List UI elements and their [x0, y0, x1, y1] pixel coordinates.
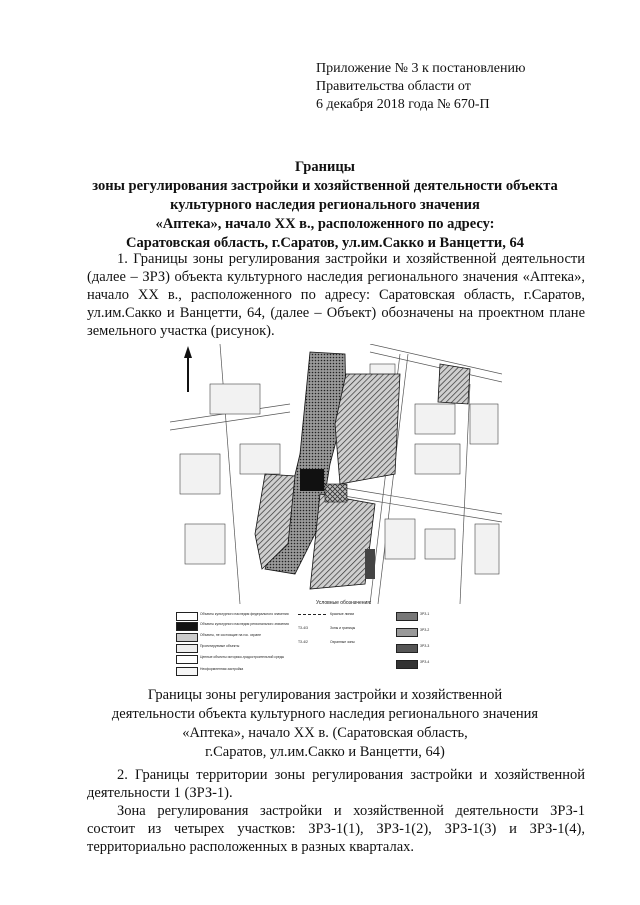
title-line-2: зоны регулирования застройки и хозяйственной деятельности объекта — [92, 178, 558, 194]
header-line-2: Правительства области от — [316, 79, 471, 94]
map-legend — [176, 600, 502, 682]
legend-item: Объекты, не состоящие на гос. охране — [200, 633, 262, 637]
title-line-3: культурного наследия регионального значения — [170, 197, 480, 213]
caption-line-3: «Аптека», начало XX в. (Саратовская область, — [182, 725, 468, 741]
map-drawing — [170, 344, 502, 604]
title-line-5: Саратовская область, г.Саратов, ул.им.Сакко и Ванцетти, 64 — [126, 235, 524, 251]
header-line-1: Приложение № 3 к постановлению — [316, 61, 526, 76]
document-header — [316, 60, 525, 114]
caption-line-2: деятельности объекта культурного наследия регионального значения — [111, 706, 539, 722]
zone-zrz-4 — [438, 364, 470, 404]
legend-item: Красные линии — [330, 612, 355, 616]
legend-item: ЗРЗ-1 — [420, 612, 430, 616]
legend-title: Условные обозначения: — [316, 600, 372, 606]
legend-item: Объекты культурного наследия федерального значения — [200, 612, 289, 616]
legend-item: Объекты культурного наследия регионального значения — [200, 622, 289, 626]
legend-item: Проектируемые объекты — [200, 644, 240, 648]
header-line-3: 6 декабря 2018 года № 670-П — [316, 97, 490, 112]
paragraph-1: 1. Границы зоны регулирования застройки и хозяйственной деятельности (далее – ЗРЗ) объекта культурного наследия регионального значения «Аптека», начало XX в., расположенного по адресу: Саратовская область, г.Саратов, ул.им.Сакко и Ванцетти, 64, (далее – Объект) обозначены на проектном плане земельного участка (рисунок). — [87, 251, 585, 339]
legend-item: ЗРЗ-2 — [420, 628, 430, 632]
heritage-object-black — [300, 469, 324, 491]
legend-item: ЗРЗ-3 — [420, 644, 430, 648]
caption-line-4: г.Саратов, ул.им.Сакко и Ванцетти, 64) — [205, 744, 445, 760]
title-line-1: Границы — [294, 159, 355, 175]
document-title — [60, 158, 590, 253]
legend-code: ТЗ-4/3 — [298, 626, 308, 630]
legend-item: Зоны и границы — [330, 626, 356, 630]
zone-zrz-1 — [335, 374, 400, 484]
legend-item: Неоформленная застройка — [200, 667, 244, 671]
caption-line-1: Границы зоны регулирования застройки и хозяйственной — [147, 687, 503, 703]
legend-item: ЗРЗ-4 — [420, 660, 430, 664]
figure-caption — [80, 686, 570, 762]
legend-item: Ценные объекты историко-градостроительной среды — [200, 655, 285, 659]
paragraph-3: Зона регулирования застройки и хозяйственной деятельности ЗРЗ-1 состоит из четырех участков: ЗРЗ-1(1), ЗРЗ-1(2), ЗРЗ-1(3) и ЗРЗ-1(4), территориально расположенных в разных кварталах. — [87, 803, 585, 855]
paragraph-2: 2. Границы территории зоны регулирования застройки и хозяйственной деятельности 1 (ЗРЗ-1). — [87, 767, 585, 801]
title-line-4: «Аптека», начало XX в., расположенного по адресу: — [155, 216, 495, 232]
legend-code: ТЗ-4/2 — [298, 640, 308, 644]
legend-item: Охранные зоны — [330, 640, 355, 644]
